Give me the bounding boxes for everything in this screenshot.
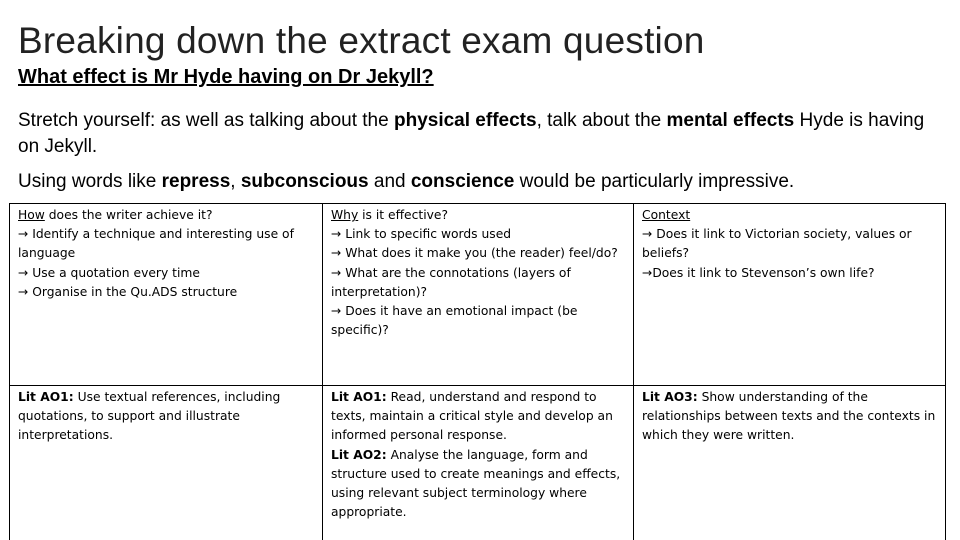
arrow-right-icon: → bbox=[642, 227, 653, 242]
ao3-context-text: Lit AO3: Show understanding of the relationships between texts and the contexts in which they were written. bbox=[642, 390, 936, 443]
vocabulary-tip bbox=[18, 169, 794, 195]
stretch-bold-mental: mental effects bbox=[666, 110, 795, 131]
ao-cell-3 bbox=[634, 386, 946, 540]
arrow-right-icon: → bbox=[18, 284, 29, 299]
ao1-response-text: Lit AO1: Read, understand and respond to texts, maintain a critical style and develop an informed personal response. bbox=[331, 390, 613, 443]
list-item: → What does it make you (the reader) feel/do? bbox=[331, 246, 618, 261]
ao1-quotation-text: Lit AO1: Use textual references, including quotations, to support and illustrate interpretations. bbox=[18, 390, 281, 443]
why-heading-rest: is it effective? bbox=[358, 208, 448, 222]
arrow-right-icon: → bbox=[18, 227, 29, 242]
list-item: → Organise in the Qu.ADS structure bbox=[18, 284, 238, 299]
arrow-right-icon: → bbox=[642, 265, 653, 280]
words-text-3: and bbox=[368, 171, 411, 192]
list-item: → Link to specific words used bbox=[331, 227, 512, 242]
words-text-1: Using words like bbox=[18, 171, 162, 192]
guidance-row bbox=[10, 204, 946, 386]
arrow-right-icon: → bbox=[331, 227, 342, 242]
arrow-right-icon: → bbox=[331, 246, 342, 261]
list-item: → Identify a technique and interesting use of language bbox=[18, 227, 294, 261]
list-item: → Use a quotation every time bbox=[18, 265, 200, 280]
how-cell bbox=[10, 204, 323, 386]
list-item: →Does it link to Stevenson’s own life? bbox=[642, 265, 875, 280]
why-heading bbox=[331, 206, 627, 225]
ao-cell-1 bbox=[10, 386, 323, 540]
arrow-right-icon: → bbox=[331, 304, 342, 319]
why-cell bbox=[323, 204, 634, 386]
guidance-table bbox=[9, 203, 946, 540]
arrow-right-icon: → bbox=[18, 265, 29, 280]
ao2-analysis-text: Lit AO2: Analyse the language, form and structure used to create meanings and effects, using relevant subject terminology where appropriate. bbox=[331, 447, 621, 520]
stretch-text-3: Hyde is having on Jekyll. bbox=[18, 110, 925, 157]
ao-label: Lit AO1: bbox=[18, 390, 74, 404]
how-heading bbox=[18, 206, 316, 225]
ao-label: Lit AO1: bbox=[331, 390, 387, 404]
stretch-bold-physical: physical effects bbox=[393, 110, 537, 131]
arrow-right-icon: → bbox=[331, 265, 342, 280]
words-text-2: , bbox=[230, 171, 241, 192]
list-item: → What are the connotations (layers of interpretation)? bbox=[331, 265, 571, 299]
ao-label: Lit AO3: bbox=[642, 390, 698, 404]
word-subconscious: subconscious bbox=[240, 171, 369, 192]
how-heading-rest: does the writer achieve it? bbox=[44, 208, 213, 222]
assessment-objectives-row bbox=[10, 386, 946, 540]
list-item: → Does it have an emotional impact (be specific)? bbox=[331, 304, 578, 338]
stretch-text-2: , talk about the bbox=[536, 110, 667, 131]
context-cell bbox=[634, 204, 946, 386]
slide-title: Breaking down the extract exam question bbox=[18, 20, 705, 61]
words-text-4: would be particularly impressive. bbox=[514, 171, 795, 192]
list-item: → Does it link to Victorian society, values or beliefs? bbox=[642, 227, 912, 261]
how-heading-underlined: How bbox=[18, 208, 45, 222]
exam-question: What effect is Mr Hyde having on Dr Jekyll? bbox=[18, 66, 434, 88]
stretch-text-1: Stretch yourself: as well as talking about the bbox=[18, 110, 394, 131]
word-conscience: conscience bbox=[410, 171, 515, 192]
ao-label: Lit AO2: bbox=[331, 447, 387, 462]
context-heading: Context bbox=[642, 208, 691, 222]
word-repress: repress bbox=[161, 171, 231, 192]
why-heading-underlined: Why bbox=[331, 208, 359, 222]
ao-cell-2 bbox=[323, 386, 634, 540]
stretch-instruction bbox=[18, 108, 938, 160]
